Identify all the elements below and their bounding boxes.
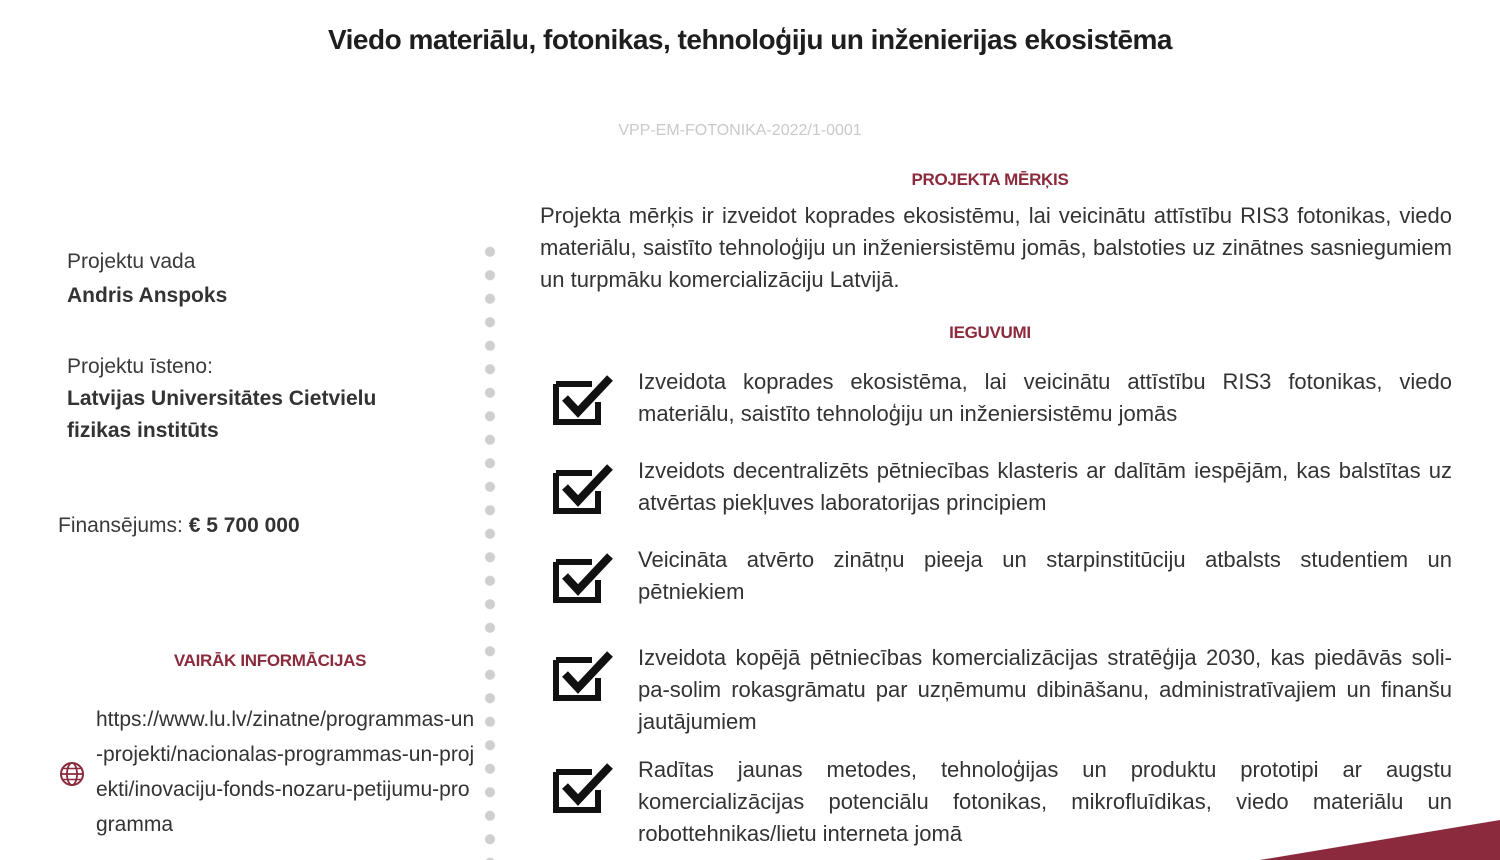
checkbox-checked-icon — [552, 760, 614, 814]
benefit-text: Radītas jaunas metodes, tehnoloģijas un produktu prototipi ar augstu komercializācijas potenciālu fotonikas, mikrofluīdikas, viedo materiālu un robottehnikas/lietu interneta jomā — [638, 757, 1452, 846]
funding-value: € 5 700 000 — [188, 514, 300, 537]
checkbox-checked-icon — [552, 648, 614, 702]
lead-name: Andris Anspoks — [67, 284, 228, 307]
checkbox-checked-icon — [552, 461, 614, 515]
page-title: Viedo materiālu, fotonikas, tehnoloģiju un inženierijas ekosistēma — [327, 24, 1173, 55]
funding — [58, 514, 300, 538]
implementer-label: Projektu īsteno: — [67, 355, 213, 378]
benefit-text: Izveidota koprades ekosistēma, lai veicinātu attīstību RIS3 fotonikas, viedo materiālu, saistīto tehnoloģiju un inženiersistēmu jomās — [638, 369, 1452, 426]
benefit-item — [552, 642, 1454, 734]
benefit-item — [552, 544, 1454, 624]
benefit-text: Veicināta atvērto zinātņu pieeja un starpinstitūciju atbalsts studentiem un pētniekiem — [638, 547, 1452, 604]
implementer-name: Latvijas Universitātes Cietvielu fizikas institūts — [67, 387, 377, 442]
more-info-link[interactable]: https://www.lu.lv/zinatne/programmas-un-projekti/nacionalas-programmas-un-projekti/inovaciju-fonds-nozaru-petijumu-programma — [96, 708, 475, 836]
aim-heading: PROJEKTA MĒRĶIS — [911, 170, 1069, 189]
lead-label: Projektu vada — [67, 250, 196, 273]
checkbox-checked-icon — [552, 550, 614, 604]
benefit-text: Izveidots decentralizēts pētniecības klasteris ar dalītām iespējām, kas balstītas uz atvērtas piekļuves laboratorijas principiem — [638, 458, 1452, 515]
decorative-corner — [1200, 820, 1500, 860]
benefit-item — [552, 366, 1454, 446]
benefit-item — [552, 455, 1454, 535]
funding-label: Finansējums: — [58, 514, 189, 537]
aim-text: Projekta mērķis ir izveidot koprades ekosistēmu, lai veicinātu attīstību RIS3 fotonikas, viedo materiālu, saistīto tehnoloģiju un inženiersistēmu jomās, balstoties uz zinātnes sasniegumiem un turpmāku komercializāciju Latvijā. — [540, 203, 1452, 292]
checkbox-checked-icon — [552, 372, 614, 426]
project-code: VPP-EM-FOTONIKA-2022/1-0001 — [618, 122, 862, 139]
dotted-divider — [482, 240, 498, 860]
benefits-heading: IEGUVUMI — [949, 323, 1031, 342]
globe-icon — [58, 760, 86, 788]
benefit-text: Izveidota kopējā pētniecības komercializācijas stratēģija 2030, kas piedāvās soli-pa-solim rokasgrāmatu par uzņēmumu dibināšanu, administratīvajiem un finanšu jautājumiem — [638, 645, 1452, 734]
more-info-heading: VAIRĀK INFORMĀCIJAS — [173, 651, 367, 670]
